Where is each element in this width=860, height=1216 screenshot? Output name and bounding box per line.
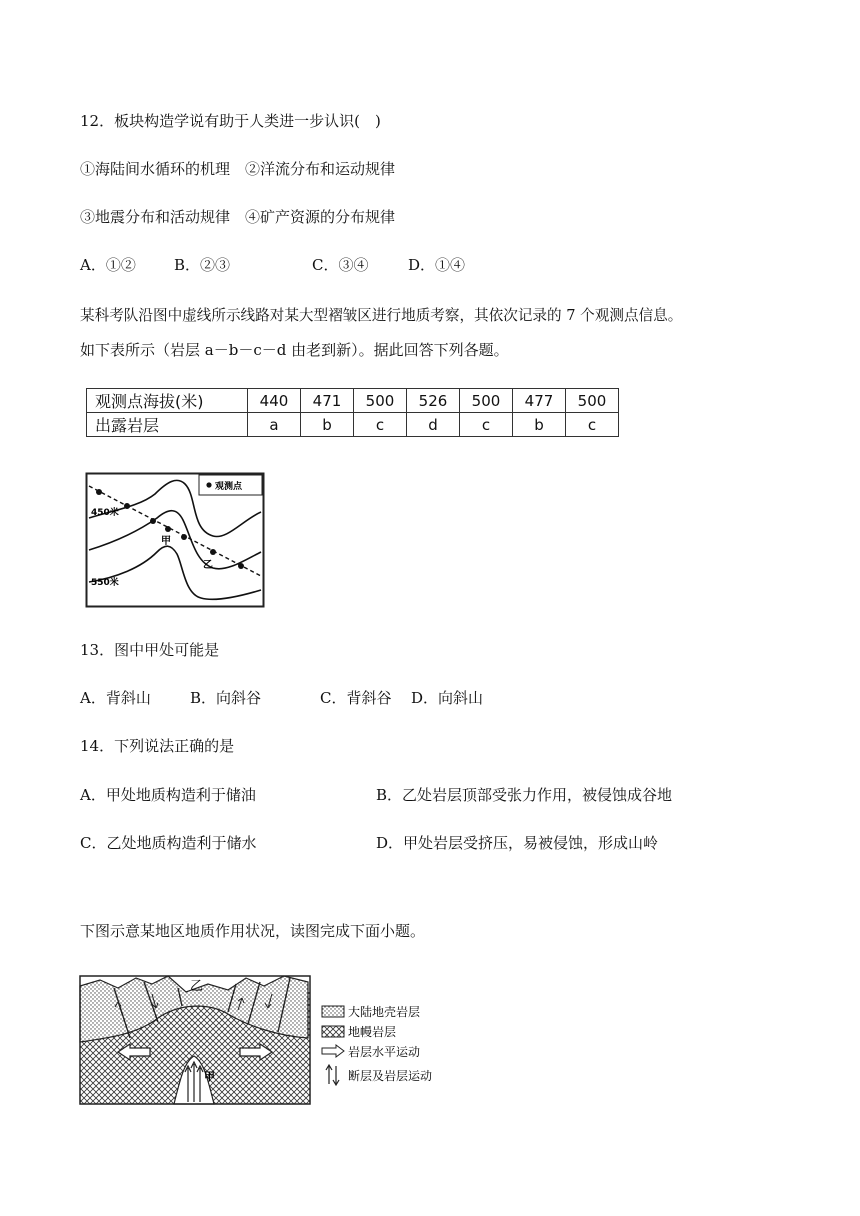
table-cell: 500 <box>460 389 513 413</box>
q13-option-a: A．背斜山 <box>80 689 151 707</box>
legend-horizontal-arrow-icon <box>322 1045 344 1057</box>
q12-statement-line2: ③地震分布和活动规律 ④矿产资源的分布规律 <box>80 208 396 226</box>
q12-statement-line1: ①海陆间水循环的机理 ②洋流分布和运动规律 <box>80 160 396 178</box>
label-yi: 乙 <box>190 979 204 994</box>
q13-option-c: C．背斜谷 <box>320 689 392 707</box>
label-yi: 乙 <box>203 560 213 571</box>
q12-option-d: D．①④ <box>408 256 466 274</box>
legend-mantle-swatch <box>322 1026 344 1037</box>
legend-crust-swatch <box>322 1006 344 1017</box>
table-header-rock: 出露岩层 <box>87 413 248 437</box>
intro1-line2: 如下表所示（岩层 a－b－c－d 由老到新）。据此回答下列各题。 <box>80 341 509 359</box>
table-cell: b <box>513 413 566 437</box>
q13-stem: 13．图中甲处可能是 <box>80 641 220 659</box>
q12-option-a: A．①② <box>80 256 136 274</box>
observation-point <box>124 503 130 509</box>
q14-option-b: B．乙处岩层顶部受张力作用，被侵蚀成谷地 <box>376 786 673 804</box>
intro2: 下图示意某地区地质作用状况，读图完成下面小题。 <box>80 922 426 940</box>
observation-point <box>238 563 244 569</box>
table-cell: 500 <box>566 389 619 413</box>
geology-figure <box>78 972 458 1110</box>
table-cell: 477 <box>513 389 566 413</box>
legend-point-icon <box>206 482 211 487</box>
observation-point <box>210 549 216 555</box>
table-cell: 471 <box>301 389 354 413</box>
map-legend-label: 观测点 <box>215 482 243 492</box>
table-cell: c <box>460 413 513 437</box>
table-cell: 500 <box>354 389 407 413</box>
table-cell: d <box>407 413 460 437</box>
table-cell: 526 <box>407 389 460 413</box>
q14-option-d: D．甲处岩层受挤压，易被侵蚀，形成山岭 <box>376 834 659 852</box>
contour-label-550: 550米 <box>91 578 119 588</box>
contour-map-figure <box>85 472 265 608</box>
legend-crust-label: 大陆地壳岩层 <box>348 1005 421 1019</box>
observation-table <box>86 388 619 437</box>
table-cell: b <box>301 413 354 437</box>
q14-stem: 14．下列说法正确的是 <box>80 737 235 755</box>
table-row-rock <box>87 413 619 437</box>
table-cell: a <box>248 413 301 437</box>
q12-option-c: C．③④ <box>312 256 369 274</box>
table-row-elevation <box>87 389 619 413</box>
table-cell: 440 <box>248 389 301 413</box>
q13-option-b: B．向斜谷 <box>190 689 262 707</box>
legend-mantle-label: 地幔岩层 <box>348 1025 397 1039</box>
table-cell: c <box>354 413 407 437</box>
q12-stem: 12．板块构造学说有助于人类进一步认识( ) <box>80 112 381 130</box>
label-jia: 甲 <box>161 536 171 547</box>
q13-option-d: D．向斜山 <box>411 689 484 707</box>
observation-point <box>181 534 187 540</box>
table-header-elevation: 观测点海拔(米) <box>87 389 248 413</box>
upwelling-arrows-icon <box>185 1062 203 1102</box>
q14-option-a: A．甲处地质构造利于储油 <box>80 786 256 804</box>
legend-fault-icon <box>326 1065 339 1085</box>
observation-point <box>96 489 102 495</box>
table-cell: c <box>566 413 619 437</box>
observation-point <box>165 526 171 532</box>
q14-option-c: C．乙处地质构造利于储水 <box>80 834 257 852</box>
intro1-line1: 某科考队沿图中虚线所示线路对某大型褶皱区进行地质考察，其依次记录的 7 个观测点信息。 <box>80 307 683 324</box>
legend-horizontal-label: 岩层水平运动 <box>348 1045 421 1059</box>
contour-label-450: 450米 <box>91 508 119 518</box>
label-jia: 甲 <box>204 1070 215 1083</box>
observation-point <box>150 518 156 524</box>
legend-fault-label: 断层及岩层运动 <box>348 1069 433 1083</box>
q12-option-b: B．②③ <box>174 256 231 274</box>
